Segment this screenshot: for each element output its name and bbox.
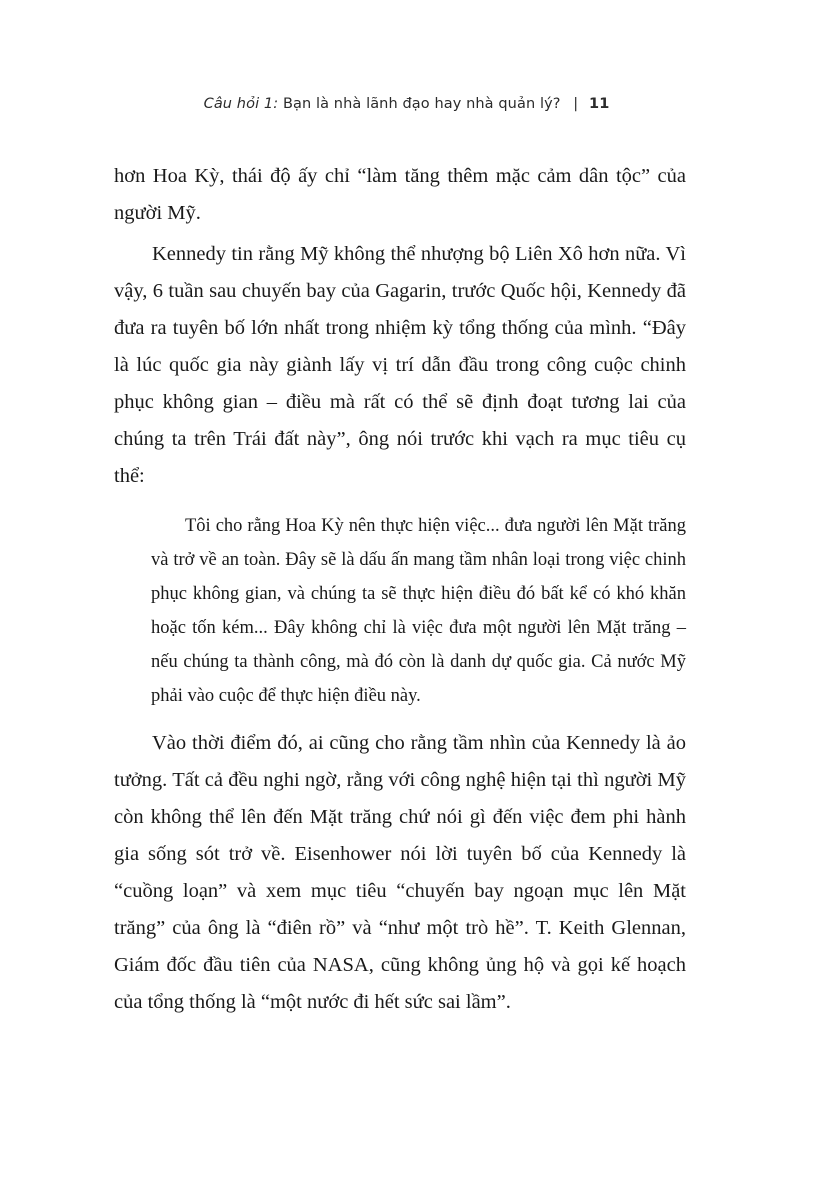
paragraph-reactions: Vào thời điểm đó, ai cũng cho rằng tầm nhìn của Kennedy là ảo tưởng. Tất cả đều nghi ngờ, rằng với công nghệ hiện tại thì người Mỹ còn không thể lên đến Mặt trăng chứ nói gì đến việc đem phi hành gia sống sót trở về. Eisenhower nói lời tuyên bố của Kennedy là “cuồng loạn” và xem mục tiêu “chuyến bay ngoạn mục lên Mặt trăng” của ông là “điên rồ” và “như một trò hề”. T. Keith Glennan, Giám đốc đầu tiên của NASA, cũng không ủng hộ và gọi kế hoạch của tổng thống là “một nước đi hết sức sai lầm”. <box>114 732 686 1013</box>
page-content <box>114 158 686 1021</box>
paragraph-continuation: hơn Hoa Kỳ, thái độ ấy chỉ “làm tăng thêm mặc cảm dân tộc” của người Mỹ. <box>114 165 686 224</box>
block-quote <box>114 509 686 713</box>
page-header <box>0 96 813 112</box>
page-number: 11 <box>589 96 610 112</box>
paragraph-kennedy-speech: Kennedy tin rằng Mỹ không thể nhượng bộ Liên Xô hơn nữa. Vì vậy, 6 tuần sau chuyến bay của Gagarin, trước Quốc hội, Kennedy đã đưa ra tuyên bố lớn nhất trong nhiệm kỳ tổng thống của mình. “Đây là lúc quốc gia này giành lấy vị trí dẫn đầu trong công cuộc chinh phục không gian – điều mà rất có thể sẽ định đoạt tương lai của chúng ta trên Trái đất này”, ông nói trước khi vạch ra mục tiêu cụ thể: <box>114 243 686 487</box>
block-quote-text: Tôi cho rằng Hoa Kỳ nên thực hiện việc... đưa người lên Mặt trăng và trở về an toàn. Đây sẽ là dấu ấn mang tầm nhân loại trong việc chinh phục không gian, và chúng ta sẽ thực hiện điều đó bất kể có khó khăn hoặc tốn kém... Đây không chỉ là việc đưa một người lên Mặt trăng – nếu chúng ta thành công, mà đó còn là danh dự quốc gia. Cả nước Mỹ phải vào cuộc để thực hiện điều này. <box>151 516 686 706</box>
header-separator: | <box>573 96 579 112</box>
header-title: Bạn là nhà lãnh đạo hay nhà quản lý? <box>282 96 561 112</box>
header-question-label: Câu hỏi 1: <box>203 96 279 112</box>
